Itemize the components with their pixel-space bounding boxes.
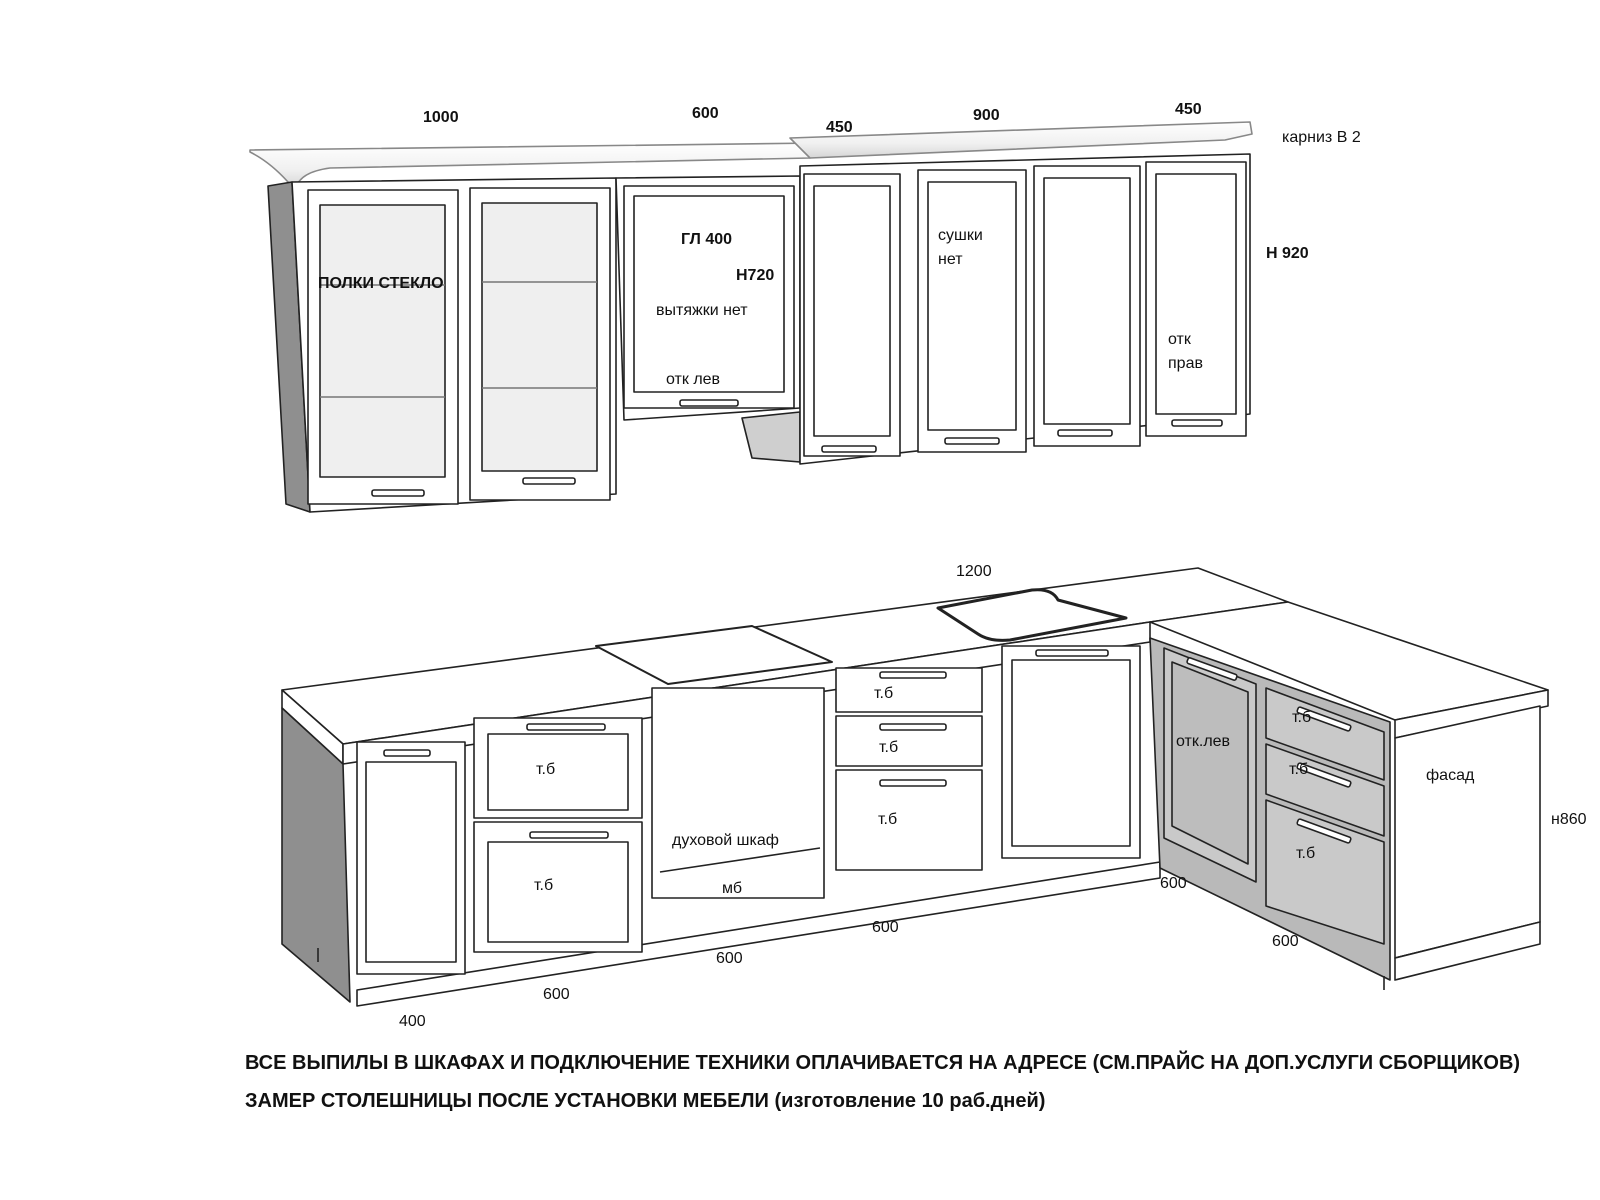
lower-height-label: н860 [1551,811,1587,828]
handle-icon [523,478,575,484]
right-open-label-2: прав [1168,355,1203,372]
upper-3-panel [814,186,890,436]
hood-height-label: Н720 [736,267,775,284]
right-open-label-1: отк [1168,331,1191,348]
upper-width-2: 600 [692,105,719,122]
drawer-label: т.б [1296,845,1316,862]
cornice-right [790,122,1252,158]
oven-drawer-label: мб [722,880,742,897]
upper-height-label: Н 920 [1266,245,1309,262]
lower-400-panel [366,762,456,962]
handle-icon [880,672,946,678]
glass-panel-1 [320,205,445,477]
oven-label: духовой шкаф [672,832,779,849]
corner-width-2: 600 [1272,933,1299,950]
upper-2-panel [634,196,784,392]
module-width-1: 400 [399,1013,426,1030]
note-line-1: ВСЕ ВЫПИЛЫ В ШКАФАХ И ПОДКЛЮЧЕНИЕ ТЕХНИКИ ОПЛАЧИВАЕТСЯ НА АДРЕСЕ (СМ.ПРАЙС НА ДОП.УСЛУГИ СБОРЩИКОВ) [245,1052,1521,1074]
facade-label: фасад [1426,767,1475,784]
lower-600a-drawer-1-panel [488,734,628,810]
upper-width-1: 1000 [423,109,459,126]
drawer-label: т.б [1289,761,1309,778]
upper-width-3: 450 [826,119,853,136]
handle-icon [384,750,430,756]
module-width-2: 600 [543,986,570,1003]
handle-icon [880,780,946,786]
oven-housing [652,688,824,898]
note-line-2: ЗАМЕР СТОЛЕШНИЦЫ ПОСЛЕ УСТАНОВКИ МЕБЕЛИ (изготовление 10 раб.дней) [245,1090,1046,1112]
handle-icon [880,724,946,730]
corner-width-1: 600 [1160,875,1187,892]
drawer-label: т.б [879,739,899,756]
drawer-label: т.б [874,685,894,702]
no-hood-label: вытяжки нет [656,302,748,319]
upper-recess [742,412,800,462]
drawer-label: т.б [878,811,898,828]
handle-icon [680,400,738,406]
module-width-4: 600 [872,919,899,936]
module-width-3: 600 [716,950,743,967]
lower-cabinets [282,568,1548,1006]
drawer-label: т.б [536,761,556,778]
handle-icon [822,446,876,452]
dryer-label-2: нет [938,251,963,268]
drawer-label: т.б [534,877,554,894]
cornice-label: карниз В 2 [1282,129,1361,146]
upper-width-4: 900 [973,107,1000,124]
handle-icon [527,724,605,730]
dryer-label-1: сушки [938,227,983,244]
end-facade [1395,706,1540,958]
upper-width-5: 450 [1175,101,1202,118]
counter-width-label: 1200 [956,563,992,580]
handle-icon [945,438,999,444]
handle-icon [1036,650,1108,656]
depth-label: ГЛ 400 [681,231,733,248]
drawer-label: т.б [1292,709,1312,726]
left-open-label: отк лев [666,371,721,388]
shelves-label: ПОЛКИ СТЕКЛО [318,275,444,292]
upper-cabinets [250,122,1252,512]
upper-4a-panel [928,182,1016,430]
lower-600a-drawer-2-panel [488,842,628,942]
upper-5-panel [1156,174,1236,414]
sink-cabinet-panel [1012,660,1130,846]
corner-open-label: отк.лев [1176,733,1231,750]
handle-icon [372,490,424,496]
glass-panel-2 [482,203,597,471]
handle-icon [530,832,608,838]
handle-icon [1172,420,1222,426]
upper-4b-panel [1044,178,1130,424]
handle-icon [1058,430,1112,436]
